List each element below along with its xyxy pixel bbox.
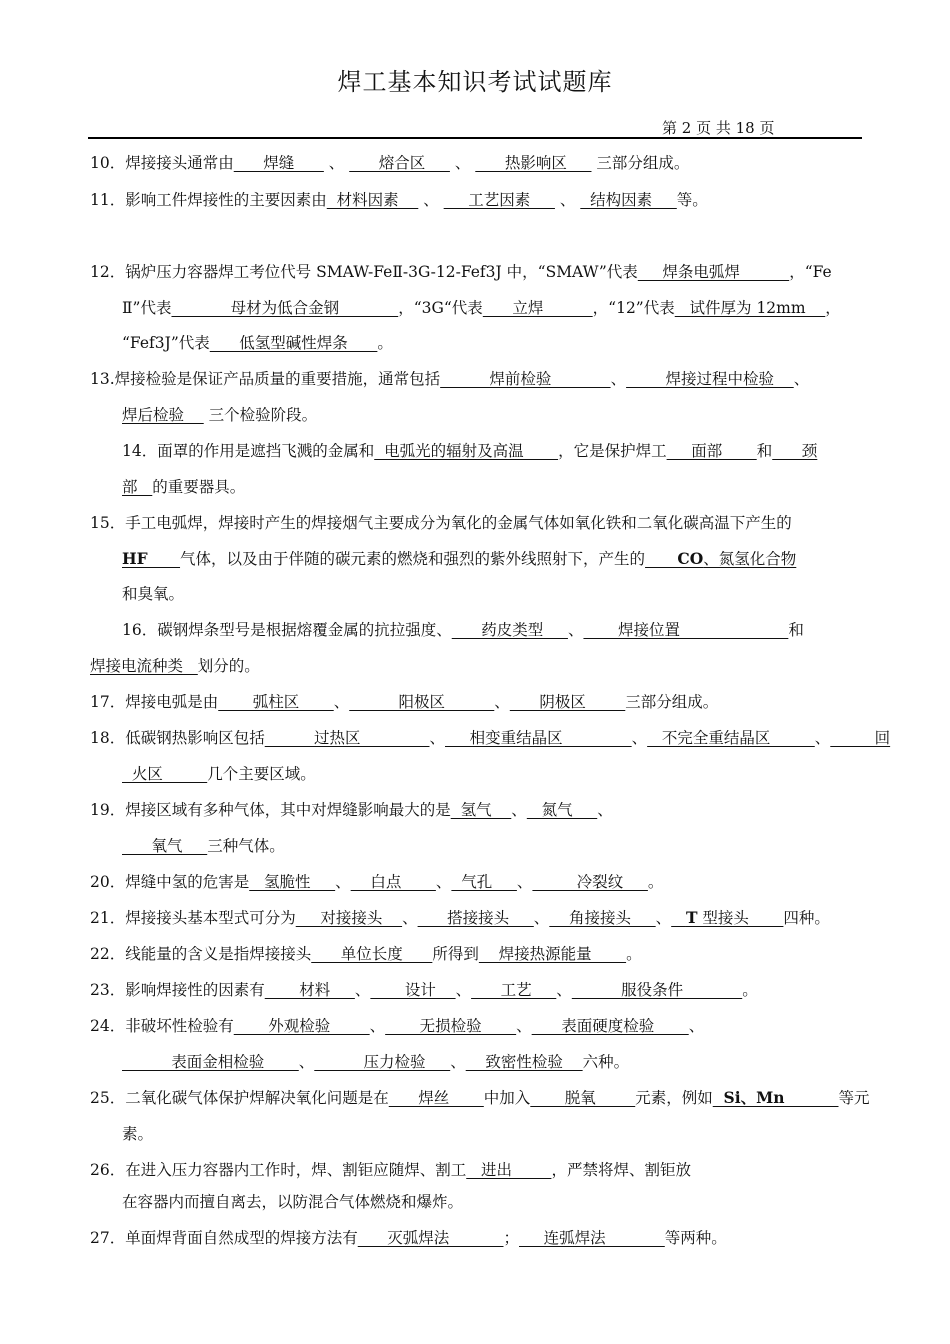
question-19-line-1 <box>90 800 613 820</box>
answer-blank: 弧柱区 <box>218 693 334 711</box>
question-text: “Fef3J”代表 <box>122 334 210 352</box>
question-text: 。 <box>626 945 642 963</box>
answer-blank: 白点 <box>350 873 436 891</box>
question-26-line-1 <box>90 1160 691 1180</box>
answer-blank: 表面硬度检验 <box>531 1017 689 1035</box>
answer-blank: 型接头 <box>697 909 784 927</box>
question-13-line-2 <box>122 405 317 425</box>
separator: 、 <box>597 801 613 819</box>
question-text: 三部分组成。 <box>591 154 690 172</box>
separator: 、 <box>655 909 672 927</box>
question-text: 三个检验阶段。 <box>203 406 318 424</box>
answer-blank: 表面金相检验 <box>122 1053 299 1071</box>
answer-blank: HF <box>122 549 181 568</box>
separator: 、 <box>494 693 510 711</box>
question-text: 四种。 <box>783 909 830 927</box>
separator: 、 <box>516 873 533 891</box>
question-14-line-2 <box>122 477 245 497</box>
question-15-line-3 <box>122 584 184 604</box>
question-10 <box>90 153 689 173</box>
answer-blank: 低氢型碱性焊条 <box>209 334 378 352</box>
answer-blank: 药皮类型 <box>451 621 568 639</box>
answer-blank: 气孔 <box>451 873 517 891</box>
question-19-line-2 <box>122 836 285 856</box>
separator: 、 <box>567 621 584 639</box>
question-text: 17．焊接电弧是由 <box>90 693 219 711</box>
question-text: ，“3G“代表 <box>398 299 483 317</box>
question-15-line-1 <box>90 513 792 533</box>
answer-blank: 材料因素 <box>326 191 419 209</box>
question-text: 的重要器具。 <box>152 478 246 496</box>
question-22 <box>90 944 642 964</box>
question-text: 25．二氧化碳气体保护焊解决氧化问题是在 <box>90 1089 389 1107</box>
answer-blank: 焊丝 <box>388 1089 484 1107</box>
question-text: 等。 <box>676 191 708 209</box>
question-text: 26．在进入压力容器内工作时，焊、割钜应随焊、割工 <box>90 1161 467 1179</box>
question-text: 21．焊接接头基本型式可分为 <box>90 909 296 927</box>
question-12-line-2 <box>122 298 841 318</box>
answer-blank: T <box>685 908 698 927</box>
question-12-line-3 <box>122 333 393 353</box>
question-text: 20．焊缝中氢的危害是 <box>90 873 250 891</box>
answer-blank: 脱氧 <box>530 1089 636 1107</box>
answer-blank: 无损检验 <box>385 1017 517 1035</box>
answer-blank: 面部 <box>666 442 757 460</box>
separator: 、 <box>511 801 527 819</box>
question-text: 。 <box>647 873 664 891</box>
answer-blank: 氢脆性 <box>249 873 336 891</box>
question-text: ， <box>825 299 841 317</box>
question-21 <box>90 908 830 928</box>
answer-blank: 相变重结晶区 <box>445 729 632 747</box>
question-text: 16．碳钢焊条型号是根据熔覆金属的抗拉强度、 <box>122 621 452 639</box>
answer-blank: 连弧焊法 <box>519 1229 665 1247</box>
separator: 、 <box>533 909 550 927</box>
question-text: 素。 <box>122 1125 154 1143</box>
question-25-line-2 <box>122 1124 153 1144</box>
answer-blank: 材料 <box>264 981 355 999</box>
answer-blank: 试件厚为 12mm <box>674 299 826 317</box>
answer-blank: 外观检验 <box>233 1017 370 1035</box>
question-text: ，“12”代表 <box>592 299 675 317</box>
separator: 、 <box>449 154 476 172</box>
question-18-line-2 <box>122 764 316 784</box>
answer-blank: 角接接头 <box>549 909 656 927</box>
answer-blank: 母材为低合金钢 <box>171 299 399 317</box>
answer-blank: CO <box>645 549 704 568</box>
question-text: 中加入 <box>483 1089 531 1107</box>
question-text: 三种气体。 <box>207 837 285 855</box>
question-text: 27．单面焊背面自然成型的焊接方法有 <box>90 1229 358 1247</box>
answer-blank: 部 <box>122 478 153 496</box>
question-27 <box>90 1228 727 1248</box>
document-title: 焊工基本知识考试试题库 <box>337 68 613 96</box>
question-text: ，严禁将焊、割钜放 <box>551 1161 691 1179</box>
answer-blank: 热影响区 <box>475 154 592 172</box>
question-text: ； <box>503 1229 520 1247</box>
question-text: 15．手工电弧焊，焊接时产生的焊接烟气主要成分为氧化的金属气体如氧化铁和二氧化碳高温下产生的 <box>90 514 792 532</box>
separator: 、 <box>369 1017 386 1035</box>
question-12-line-1 <box>90 262 832 282</box>
question-text: 19．焊接区域有多种气体，其中对焊缝影响最大的是 <box>90 801 451 819</box>
answer-blank: 回 <box>830 729 891 747</box>
answer-blank: 焊前检验 <box>440 370 611 388</box>
question-text: 10．焊接接头通常由 <box>90 154 234 172</box>
question-24-line-2 <box>122 1052 629 1072</box>
answer-blank: 搭接接头 <box>417 909 534 927</box>
answer-blank: 冷裂纹 <box>532 873 648 891</box>
answer-blank: 过热区 <box>264 729 430 747</box>
question-13-line-1 <box>90 369 809 389</box>
separator: 、 <box>402 909 418 927</box>
question-text: 几个主要区域。 <box>207 765 316 783</box>
separator: 、 <box>688 1017 705 1035</box>
separator: 、 <box>554 191 581 209</box>
question-15-line-2 <box>122 549 796 569</box>
answer-blank: 压力检验 <box>314 1053 451 1071</box>
answer-blank: 灭弧焊法 <box>357 1229 504 1247</box>
question-23 <box>90 980 758 1000</box>
question-text: Ⅱ”代表 <box>122 299 172 317</box>
answer-blank: 焊缝 <box>233 154 324 172</box>
question-14-line-1 <box>122 441 817 461</box>
separator: 、 <box>631 729 648 747</box>
answer-blank: 立焊 <box>482 299 593 317</box>
question-text: 等两种。 <box>664 1229 727 1247</box>
answer-blank: 不完全重结晶区 <box>647 729 815 747</box>
question-20 <box>90 872 663 892</box>
answer-blank: 电弧光的辐射及高温 <box>374 442 559 460</box>
answer-blank: 颈 <box>772 442 818 460</box>
question-text: ，“Fe <box>789 263 832 281</box>
question-text: 18．低碳钢热影响区包括 <box>90 729 265 747</box>
question-text: 等元 <box>838 1089 870 1107</box>
question-text: ，它是保护焊工 <box>558 442 667 460</box>
separator: 、 <box>793 370 810 388</box>
answer-blank: 焊后检验 <box>122 406 204 424</box>
question-text: 三部分组成。 <box>625 693 719 711</box>
answer-blank: 工艺 <box>471 981 557 999</box>
separator: 、 <box>814 729 831 747</box>
question-16-line-2 <box>90 656 260 676</box>
question-text: 11．影响工件焊接性的主要因素由 <box>90 191 327 209</box>
answer-blank: 结构因素 <box>580 191 677 209</box>
question-text: 13.焊接检验是保证产品质量的重要措施，通常包括 <box>90 370 441 388</box>
answer-blank: 氧气 <box>122 837 208 855</box>
answer-blank: 单位长度 <box>311 945 433 963</box>
answer-blank: 焊条电弧焊 <box>637 263 790 281</box>
question-text: 和 <box>788 621 804 639</box>
separator: 、 <box>335 873 351 891</box>
question-11 <box>90 190 708 210</box>
question-text: 六种。 <box>582 1053 630 1071</box>
answer-blank: 焊接热源能量 <box>478 945 627 963</box>
question-text: 。 <box>377 334 393 352</box>
answer-blank: 、氮氢化合物 <box>703 550 797 568</box>
answer-blank: 设计 <box>370 981 456 999</box>
separator: 、 <box>455 981 472 999</box>
separator: 、 <box>298 1053 315 1071</box>
answer-blank: 火区 <box>122 765 208 783</box>
question-text: 和 <box>756 442 773 460</box>
answer-blank: 熔合区 <box>349 154 450 172</box>
question-text: 24．非破坏性检验有 <box>90 1017 234 1035</box>
answer-blank: 焊接位置 <box>583 621 789 639</box>
answer-blank: 焊接电流种类 <box>90 657 198 675</box>
answer-blank <box>671 909 686 927</box>
separator: 、 <box>610 370 627 388</box>
question-text: 12．锅炉压力容器焊工考位代号 SMAW-FeⅡ-3G-12-Fef3J 中，“SMAW”代表 <box>90 263 638 281</box>
header-rule <box>88 137 862 139</box>
question-text: 划分的。 <box>197 657 260 675</box>
separator: 、 <box>429 729 445 747</box>
question-text: 元素，例如 <box>635 1089 713 1107</box>
answer-blank: 对接接头 <box>295 909 403 927</box>
answer-blank: 氢气 <box>450 801 512 819</box>
question-text: 。 <box>742 981 758 999</box>
question-text: 22．线能量的含义是指焊接接头 <box>90 945 312 963</box>
separator: 、 <box>556 981 572 999</box>
question-24-line-1 <box>90 1016 704 1036</box>
answer-blank: 阳极区 <box>349 693 495 711</box>
question-25-line-1 <box>90 1088 870 1108</box>
answer-blank: 焊接过程中检验 <box>626 370 794 388</box>
page-number: 第 2 页 共 18 页 <box>662 119 775 137</box>
separator: 、 <box>354 981 371 999</box>
question-16-line-1 <box>122 620 804 640</box>
answer-blank: 氮气 <box>526 801 598 819</box>
question-text: 14．面罩的作用是遮挡飞溅的金属和 <box>122 442 375 460</box>
answer-blank: 服役条件 <box>571 981 743 999</box>
separator: 、 <box>435 873 452 891</box>
answer-blank: 致密性检验 <box>465 1053 583 1071</box>
answer-blank: 阴极区 <box>509 693 626 711</box>
question-text: 在容器内而擅自离去，以防混合气体燃烧和爆炸。 <box>122 1193 464 1211</box>
answer-blank: 进出 <box>466 1161 552 1179</box>
question-text: 气体，以及由于伴随的碳元素的燃烧和强烈的紫外线照射下，产生的 <box>180 550 646 568</box>
question-26-line-2 <box>122 1192 463 1212</box>
separator: 、 <box>323 154 350 172</box>
question-18-line-1 <box>90 728 890 748</box>
separator: 、 <box>418 191 444 209</box>
question-text: 和臭氧。 <box>122 585 185 603</box>
separator: 、 <box>333 693 350 711</box>
question-17 <box>90 692 718 712</box>
separator: 、 <box>516 1017 532 1035</box>
question-text: 23．影响焊接性的因素有 <box>90 981 265 999</box>
answer-blank: Si、Mn <box>712 1088 839 1107</box>
answer-blank: 工艺因素 <box>443 191 555 209</box>
question-text: 所得到 <box>432 945 479 963</box>
separator: 、 <box>450 1053 466 1071</box>
